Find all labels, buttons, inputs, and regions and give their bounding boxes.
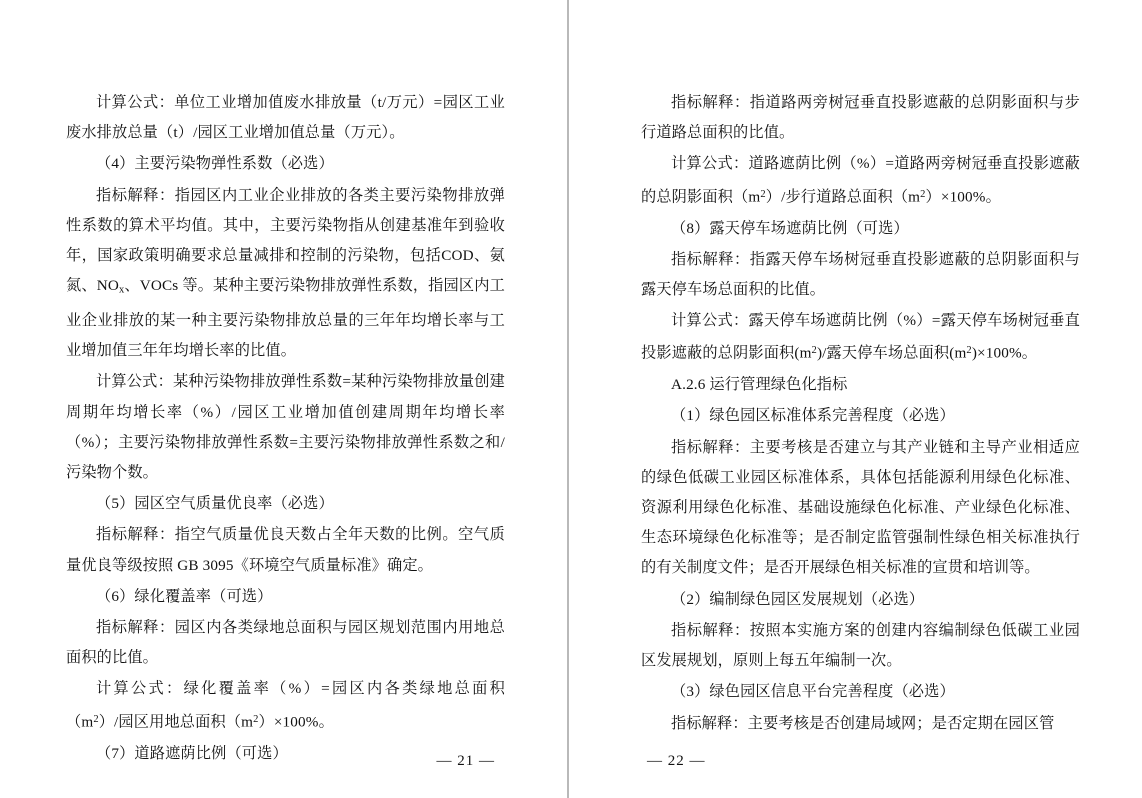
paragraph: （3）绿色园区信息平台完善程度（必选）	[671, 683, 955, 701]
paragraph: 指标解释：主要考核是否建立与其产业链和主导产业相适应的绿色低碳工业园区标准体系，具体包括能源利用绿色化标准、资源利用绿色化标准、基础设施绿色化标准、产业绿色化标准、生态环境绿色化标准等；是否制定监管强制性绿色相关标准执行的有关制度文件；是否开展绿色相关标准的宣贯和培训等。	[641, 438, 1080, 577]
paragraph: 计算公式：露天停车场遮荫比例（%）=露天停车场树冠垂直投影遮蔽的总阴影面积$(m^2)/$露天停车场总面积$(m^2)\times 100\%$。	[641, 312, 1080, 363]
page-left	[0, 0, 568, 798]
page-right	[568, 0, 1142, 798]
paragraph: 计算公式：某种污染物排放弹性系数=某种污染物排放量创建周期年均增长率（%）/园区工业增加值创建周期年均增长率（%）；主要污染物排放弹性系数=主要污染物排放弹性系数之和/污染物个数。	[66, 373, 505, 482]
page-number-right: — 22 —	[647, 753, 706, 769]
paragraph: 指标解释：指露天停车场树冠垂直投影遮蔽的总阴影面积与露天停车场总面积的比值。	[641, 250, 1080, 298]
paragraph: 计算公式：绿化覆盖率（%）=园区内各类绿地总面积$(m^2)/$园区用地总面积$(m^2)\times 100\%$。	[66, 680, 505, 731]
page-right-body	[569, 88, 1142, 738]
paragraph: 指标解释：指道路两旁树冠垂直投影遮蔽的总阴影面积与步行道路总面积的比值。	[641, 94, 1080, 142]
paragraph: （2）编制绿色园区发展规划（必选）	[671, 590, 925, 608]
paragraph: 指标解释：指空气质量优良天数占全年天数的比例。空气质量优良等级按照 GB 3095《环境空气质量标准》确定。	[66, 526, 505, 574]
paragraph: 指标解释：指园区内工业企业排放的各类主要污染物排放弹性系数的算术平均值。其中，主要污染物指从创建基准年到验收年，国家政策明确要求总量减排和控制的污染物，包括COD、氨氮、$NO_x$、VOCs 等。某种主要污染物排放弹性系数，指园区内工业企业排放的某一种主要污染物排放总量的三年年均增长率与工业增加值三年年均增长率的比值。	[66, 186, 505, 360]
paragraph: 计算公式：道路遮荫比例（%）=道路两旁树冠垂直投影遮蔽的总阴影面积$(m^2)/$步行道路总面积$(m^2)\times 100\%$。	[641, 155, 1080, 206]
page-number-left: — 21 —	[436, 753, 495, 769]
paragraph: A.2.6 运行管理绿色化指标	[671, 376, 848, 394]
paragraph: （8）露天停车场遮荫比例（可选）	[671, 219, 909, 237]
paragraph: 计算公式：单位工业增加值废水排放量（t/万元）=园区工业废水排放总量（t）/园区工业增加值总量（万元）。	[66, 94, 505, 142]
paragraph: 指标解释：按照本实施方案的创建内容编制绿色低碳工业园区发展规划，原则上每五年编制一次。	[641, 621, 1080, 670]
paragraph: （5）园区空气质量优良率（必选）	[96, 495, 334, 513]
paragraph: （6）绿化覆盖率（可选）	[96, 587, 273, 605]
paragraph: 指标解释：主要考核是否创建局域网；是否定期在园区管	[671, 714, 1055, 732]
paragraph: 指标解释：园区内各类绿地总面积与园区规划范围内用地总面积的比值。	[66, 619, 505, 667]
paragraph: （1）绿色园区标准体系完善程度（必选）	[671, 407, 955, 425]
paragraph: （4）主要污染物弹性系数（必选）	[96, 155, 334, 173]
paragraph: （7）道路遮荫比例（可选）	[96, 744, 288, 762]
